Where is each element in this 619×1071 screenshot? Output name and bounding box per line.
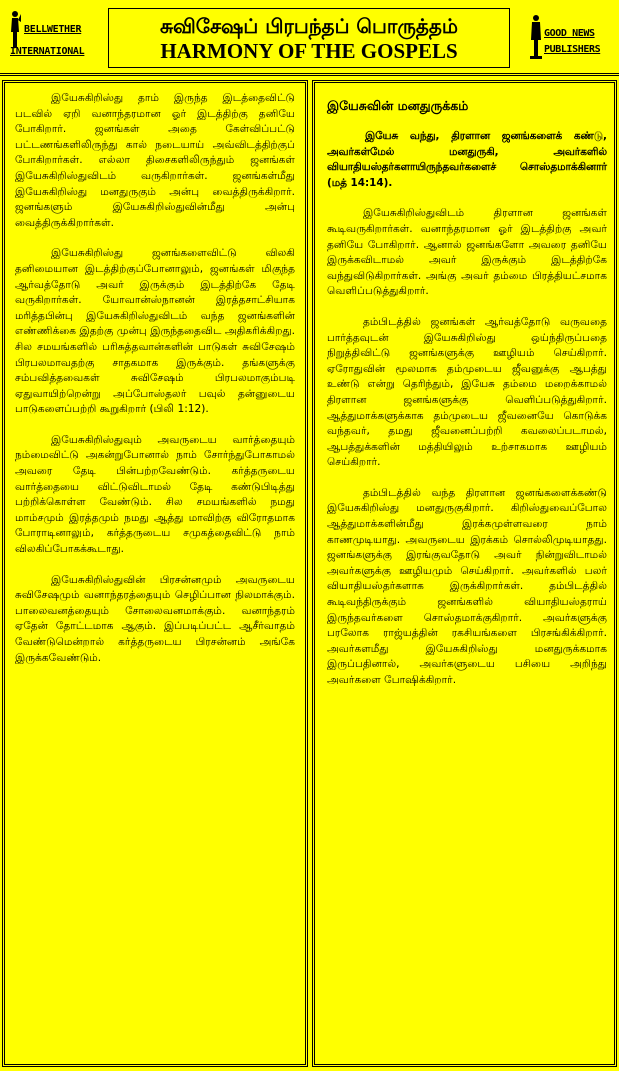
right-column — [312, 80, 617, 1067]
header — [0, 0, 619, 76]
section-heading: இயேசுவின் மனதுருக்கம் — [327, 98, 469, 113]
page-title-english: HARMONY OF THE GOSPELS — [160, 39, 458, 63]
paragraph: இயேசுகிறிஸ்துவிடம் திரளான ஜனங்கள் கூடிவருகிறார்கள். வனாந்தரமான ஓர் இடத்திற்கு அவர் தனியே போகிறார். ஆனால் ஜனங்களோ அவரை தனியே இருக்கவிடாமல் அவர் இருக்கும் இடத்திற்கே வந்துவிடுகிறார்கள். அங்கு அவர் தம்மை பிரத்தியட்சமாக வெளிப்படுத்துகிறார். — [327, 207, 607, 298]
logo-line-2: PUBLISHERS — [544, 44, 601, 55]
figure-icon — [8, 10, 22, 50]
figure-icon — [530, 14, 542, 60]
paragraph: இயேசுகிறிஸ்து தாம் இருந்த இடத்தைவிட்டு படவில் ஏறி வனாந்தரமான ஓர் இடத்திற்கு தனியே போகிறார். ஜனங்கள் அதை கேள்விப்பட்டு பட்டணங்களிலிருந்து கால் நடையாய் அவ்விடத்திற்குப் போகிறார்கள். எல்லா திசைகளிலிருந்தும் ஜனங்கள் இயேசுகிறிஸ்துவிடம் வருகிறார்கள். ஜனங்கள்மீது இயேசுகிறிஸ்து மனதுருகும் அன்பு வைத்திருக்கிறார். ஜனங்களும் இயேசுகிறிஸ்துவின்மீது அன்பு வைத்திருக்கிறார்கள். — [15, 92, 295, 229]
paragraph: இயேசுகிறிஸ்து ஜனங்களைவிட்டு விலகி தனிமையான இடத்திற்குப்போனாலும், ஜனங்கள் மிகுந்த ஆர்வத்தோடு அவர் இருக்கும் இடத்திற்கே தேடி வருகிறார்கள். யோவான்ஸ்நானன் இரத்தசாட்சியாக மரித்தபின்பு இயேசுகிறிஸ்துவிடம் வந்த ஜனங்களின் எண்ணிக்கை இதற்கு முன்பு இருந்ததைவிட அதிகரிக்கிறது. சில சமயங்களில் பரிசுத்தவான்களின் பாடுகள் சுவிசேஷம் பிரபலமாவதற்கு சாதகமாக இருக்கும். தங்களுக்கு சம்பவித்தவைகள் சுவிசேஷம் பிரபலமாகும்படி ஏதுவாயிற்றென்று அப்போஸ்தலர் பவுல் தன்னுடைய பாடுகளைப்பற்றி கூறுகிறார் (பிலி 1:12). — [15, 247, 295, 416]
logo-line-1: GOOD NEWS — [544, 28, 595, 39]
logo-line-1: BELLWETHER — [24, 24, 82, 35]
bellwether-logo — [4, 8, 96, 68]
paragraph: தம்பிடத்தில் வந்த திரளான ஜனங்களைக்கண்டு இயேசுகிறிஸ்து மனதுருகுகிறார். கிறிஸ்துவைப்போல ஆத்துமாக்களின்மீது இரக்கமுள்ளவரை நாம் காணமுடியாது. அவருடைய இரக்கம் சொல்லிமுடியாதது. ஜனங்களுக்கு இரங்குவதோடு அவர் நின்றுவிடாமல் அவர்களுக்கு ஊழியமும் செய்கிறார். அவர்களில் பலர் வியாதியஸ்தர்களாக இருக்கிறார்கள். தம்பிடத்தில் கூடிவந்திருக்கும் ஜனங்களில் வியாதியஸ்தராய் இருந்தவர்களை சொஸ்தமாக்குகிறார். அவர்களுக்கு பரலோக ராஜ்யத்தின் ரகசியங்களை பிரசங்கிக்கிறார். அவர்களமீது இயேசுகிறிஸ்து மனதுருக்கமாக இருப்பதினால், அவர்களுடைய பசியை அறிந்து அவர்களை போஷிக்கிறார். — [327, 486, 607, 686]
paragraph: இயேசுகிறிஸ்துவும் அவருடைய வார்த்தையும் நம்மைவிட்டு அகன்றுபோனால் நாம் சோர்ந்துபோகாமல் அவரை தேடி பின்பற்றவேண்டும். கர்த்தருடைய வார்த்தையை விட்டுவிடாமல் தேடி கண்டுபிடித்து பற்றிக்கொள்ள வேண்டும். சில சமயங்களில் நமது மாம்சமும் இரத்தமும் நமது ஆத்து மாவிற்கு விரோதமாக போராடினாலும், கர்த்தருடைய சமுகத்தைவிட்டு நாம் விலகிப்போகக்கூடாது. — [15, 433, 295, 556]
logo-line-2: INTERNATIONAL — [10, 46, 85, 57]
left-column — [2, 80, 308, 1067]
title-box — [108, 8, 510, 68]
paragraph: இயேசுகிறிஸ்துவின் பிரசன்னமும் அவருடைய சுவிசேஷமும் வனாந்தரத்தையும் செழிப்பான நிலமாக்கும். பாலைவனத்தையும் சோலைவனமாக்கும். வனாந்தரம் ஏதேன் தோட்டமாக ஆகும். இப்படிப்பட்ட ஆசீர்வாதம் வேண்டுமென்றால் கர்த்தருடைய பிரசன்னம் அங்கே இருக்கவேண்டும். — [15, 573, 295, 664]
good-news-logo — [522, 8, 614, 68]
scripture-lead: இயேசு வந்து, திரளான ஜனங்களைக் கண்டு, அவர்கள்மேல் மனதுருகி, அவர்களில் வியாதியஸ்தர்களாயிருந்தவர்களைச் சொஸ்தமாக்கினார் (மத் 14:14). — [327, 130, 607, 189]
paragraph: தம்பிடத்தில் ஜனங்கள் ஆர்வத்தோடு வருவதை பார்த்தவுடன் இயேசுகிறிஸ்து ஒய்ந்திருப்பதை நிறுத்திவிட்டு ஜனங்களுக்கு ஊழியம் செய்கிறார். ஏரோதுவின் மூலமாக தம்முடைய ஜீவனுக்கு ஆபத்து உண்டு என்று தெரிந்தும், இயேசு தம்மை மறைக்காமல் திரளான ஜனங்களுக்கு வெளிப்படுத்துகிறார். ஆத்துமாக்களுக்காக தம்முடைய ஜீவனையே கொடுக்க வந்தவர், தமது ஜீவனைப்பற்றி கவலைப்படாமல், ஆபத்துக்களின் மத்தியிலும் உற்சாகமாக ஊழியம் செய்கிறார். — [327, 315, 607, 469]
page-title-tamil: சுவிசேஷப் பிரபந்தப் பொருத்தம் — [159, 14, 459, 38]
